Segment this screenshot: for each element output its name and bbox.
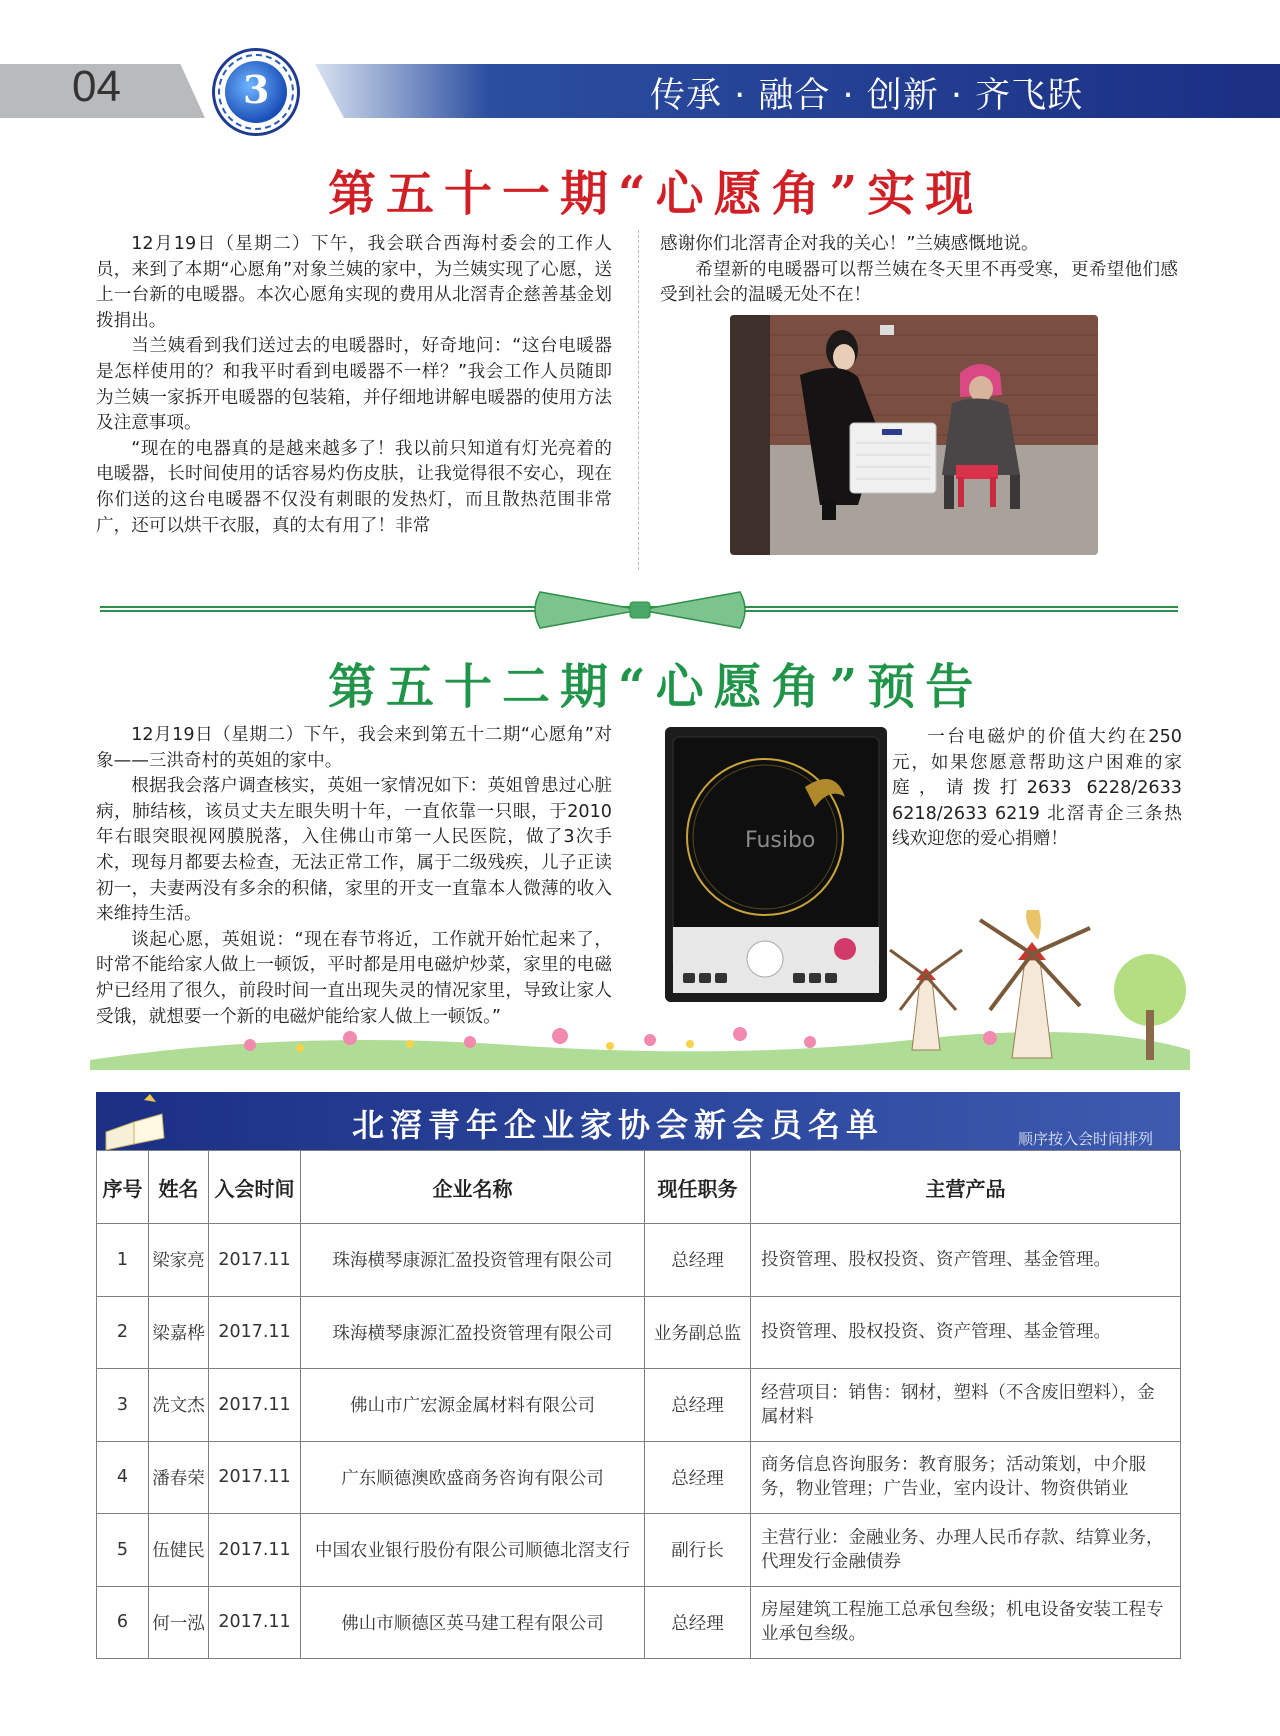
page-number: 04 (72, 62, 121, 111)
table-cell: 中国农业银行股份有限公司顺德北滘支行 (301, 1514, 645, 1587)
table-cell: 伍健民 (149, 1514, 209, 1587)
article1-right-column (660, 232, 1178, 309)
association-logo (212, 48, 300, 136)
table-cell: 经营项目：销售：钢材，塑料（不含废旧塑料），金属材料 (751, 1369, 1181, 1442)
table-cell: 商务信息咨询服务：教育服务；活动策划，中介服务，物业管理；广告业，室内设计、物资供销业 (751, 1441, 1181, 1514)
ribbon-bow-icon (520, 588, 760, 632)
open-book-icon (100, 1092, 170, 1150)
column-divider (638, 230, 639, 570)
column-header: 企业名称 (301, 1151, 645, 1224)
table-cell: 2017.11 (209, 1224, 301, 1297)
table-cell: 2017.11 (209, 1369, 301, 1442)
article1-paragraph: 感谢你们北滘青企对我的关心！”兰姨感慨地说。 (660, 234, 1039, 254)
article1-title: 第五十一期“心愿角”实现 (328, 166, 984, 222)
table-cell: 何一泓 (149, 1586, 209, 1659)
article2-title: 第五十二期“心愿角”预告 (328, 659, 984, 715)
table-cell: 珠海横琴康源汇盈投资管理有限公司 (301, 1224, 645, 1297)
article1-paragraph: “现在的电器真的是越来越多了！我以前只知道有灯光亮着的电暖器，长时间使用的话容易灼伤皮肤，让我觉得很不安心，现在你们送的这台电暖器不仅没有刺眼的发热灯，而且散热范围非常广，还可以烘干衣服，真的太有用了！非常 (96, 438, 612, 536)
article2-paragraph: 根据我会落户调查核实，英姐一家情况如下：英姐曾患过心脏病，肺结核，该员丈夫左眼失明十年，一直依靠一只眼，于2010年右眼突眼视网膜脱落，入住佛山市第一人民医院，做了3次手术，现每月都要去检查，无法正常工作，属于二级残疾，儿子正读初一，夫妻两没有多余的积储，家里的开支一直靠本人微薄的收入来维持生活。 (96, 776, 612, 925)
table-cell: 2017.11 (209, 1441, 301, 1514)
article1-paragraph: 当兰姨看到我们送过去的电暖器时，好奇地问：“这台电暖器是怎样使用的？和我平时看到电暖器不一样？”我会工作人员随即为兰姨一家拆开电暖器的包装箱，并仔细地讲解电暖器的使用方法及注意事项。 (96, 336, 612, 434)
table-cell: 总经理 (645, 1369, 751, 1442)
members-table-note: 顺序按入会时间排列 (1018, 1130, 1154, 1148)
table-row (97, 1514, 1181, 1587)
column-header: 主营产品 (751, 1151, 1181, 1224)
table-cell: 副行长 (645, 1514, 751, 1587)
table-cell: 主营行业：金融业务、办理人民币存款、结算业务，代理发行金融债券 (751, 1514, 1181, 1587)
table-row (97, 1369, 1181, 1442)
table-cell: 总经理 (645, 1224, 751, 1297)
table-cell: 2017.11 (209, 1586, 301, 1659)
slogan-text: 传承 · 融合 · 创新 · 齐飞跃 (650, 76, 1084, 116)
table-cell: 6 (97, 1586, 149, 1659)
table-header-row (97, 1151, 1181, 1224)
heater-delivery-photo (730, 315, 1098, 555)
table-cell: 梁家亮 (149, 1224, 209, 1297)
table-row (97, 1441, 1181, 1514)
article1-paragraph: 12月19日（星期二）下午，我会联合西海村委会的工作人员，来到了本期“心愿角”对象兰姨的家中，为兰姨实现了心愿，送上一台新的电暖器。本次心愿角实现的费用从北滘青企慈善基金划拨捐出。 (96, 234, 612, 331)
members-table-title: 北滘青年企业家协会新会员名单 (352, 1106, 885, 1144)
column-header: 序号 (97, 1151, 149, 1224)
table-cell: 2 (97, 1296, 149, 1369)
table-cell: 5 (97, 1514, 149, 1587)
column-header: 入会时间 (209, 1151, 301, 1224)
photo-illustration (730, 315, 1098, 555)
column-header: 现任职务 (645, 1151, 751, 1224)
table-cell: 投资管理、股权投资、资产管理、基金管理。 (751, 1224, 1181, 1297)
logo-glyph: 3 (243, 67, 270, 112)
table-cell: 2017.11 (209, 1296, 301, 1369)
table-cell: 2017.11 (209, 1514, 301, 1587)
table-row (97, 1224, 1181, 1297)
table-cell: 佛山市广宏源金属材料有限公司 (301, 1369, 645, 1442)
table-cell: 总经理 (645, 1441, 751, 1514)
table-cell: 投资管理、股权投资、资产管理、基金管理。 (751, 1296, 1181, 1369)
article2-paragraph: 12月19日（星期二）下午，我会来到第五十二期“心愿角”对象——三洪奇村的英姐的家中。 (96, 725, 612, 771)
donation-appeal: 一台电磁炉的价值大约在250元，如果您愿意帮助这户困难的家庭，请拨打2633 6228/2633 6218/2633 6219 北滘青企三条热线欢迎您的爱心捐赠！ (892, 727, 1182, 850)
table-cell: 珠海横琴康源汇盈投资管理有限公司 (301, 1296, 645, 1369)
column-header: 姓名 (149, 1151, 209, 1224)
cooker-brand-label: Fusibo (745, 828, 816, 853)
article1-paragraph: 希望新的电暖器可以帮兰姨在冬天里不再受寒，更希望他们感受到社会的温暖无处不在！ (660, 259, 1178, 306)
table-cell: 业务副总监 (645, 1296, 751, 1369)
table-cell: 冼文杰 (149, 1369, 209, 1442)
table-cell: 总经理 (645, 1586, 751, 1659)
table-cell: 房屋建筑工程施工总承包叁级；机电设备安装工程专业承包叁级。 (751, 1586, 1181, 1659)
new-members-table (96, 1150, 1181, 1659)
article2-paragraph: 谈起心愿，英姐说：“现在春节将近，工作就开始忙起来了，时常不能给家人做上一顿饭，平时都是用电磁炉炒菜，家里的电磁炉已经用了很久，前段时间一直出现失灵的情况家里，导致让家人受饿，就想要一个新的电磁炉能给家人做上一顿饭。” (96, 929, 612, 1027)
table-cell: 广东顺德澳欧盛商务咨询有限公司 (301, 1441, 645, 1514)
table-cell: 佛山市顺德区英马建工程有限公司 (301, 1586, 645, 1659)
table-row (97, 1586, 1181, 1659)
table-cell: 梁嘉桦 (149, 1296, 209, 1369)
article2-right-column (892, 725, 1182, 853)
table-cell: 潘春荣 (149, 1441, 209, 1514)
article1-left-column (96, 232, 612, 539)
flowers-windmills-decoration (90, 910, 1190, 1070)
table-cell: 1 (97, 1224, 149, 1297)
table-cell: 3 (97, 1369, 149, 1442)
table-row (97, 1296, 1181, 1369)
table-cell: 4 (97, 1441, 149, 1514)
